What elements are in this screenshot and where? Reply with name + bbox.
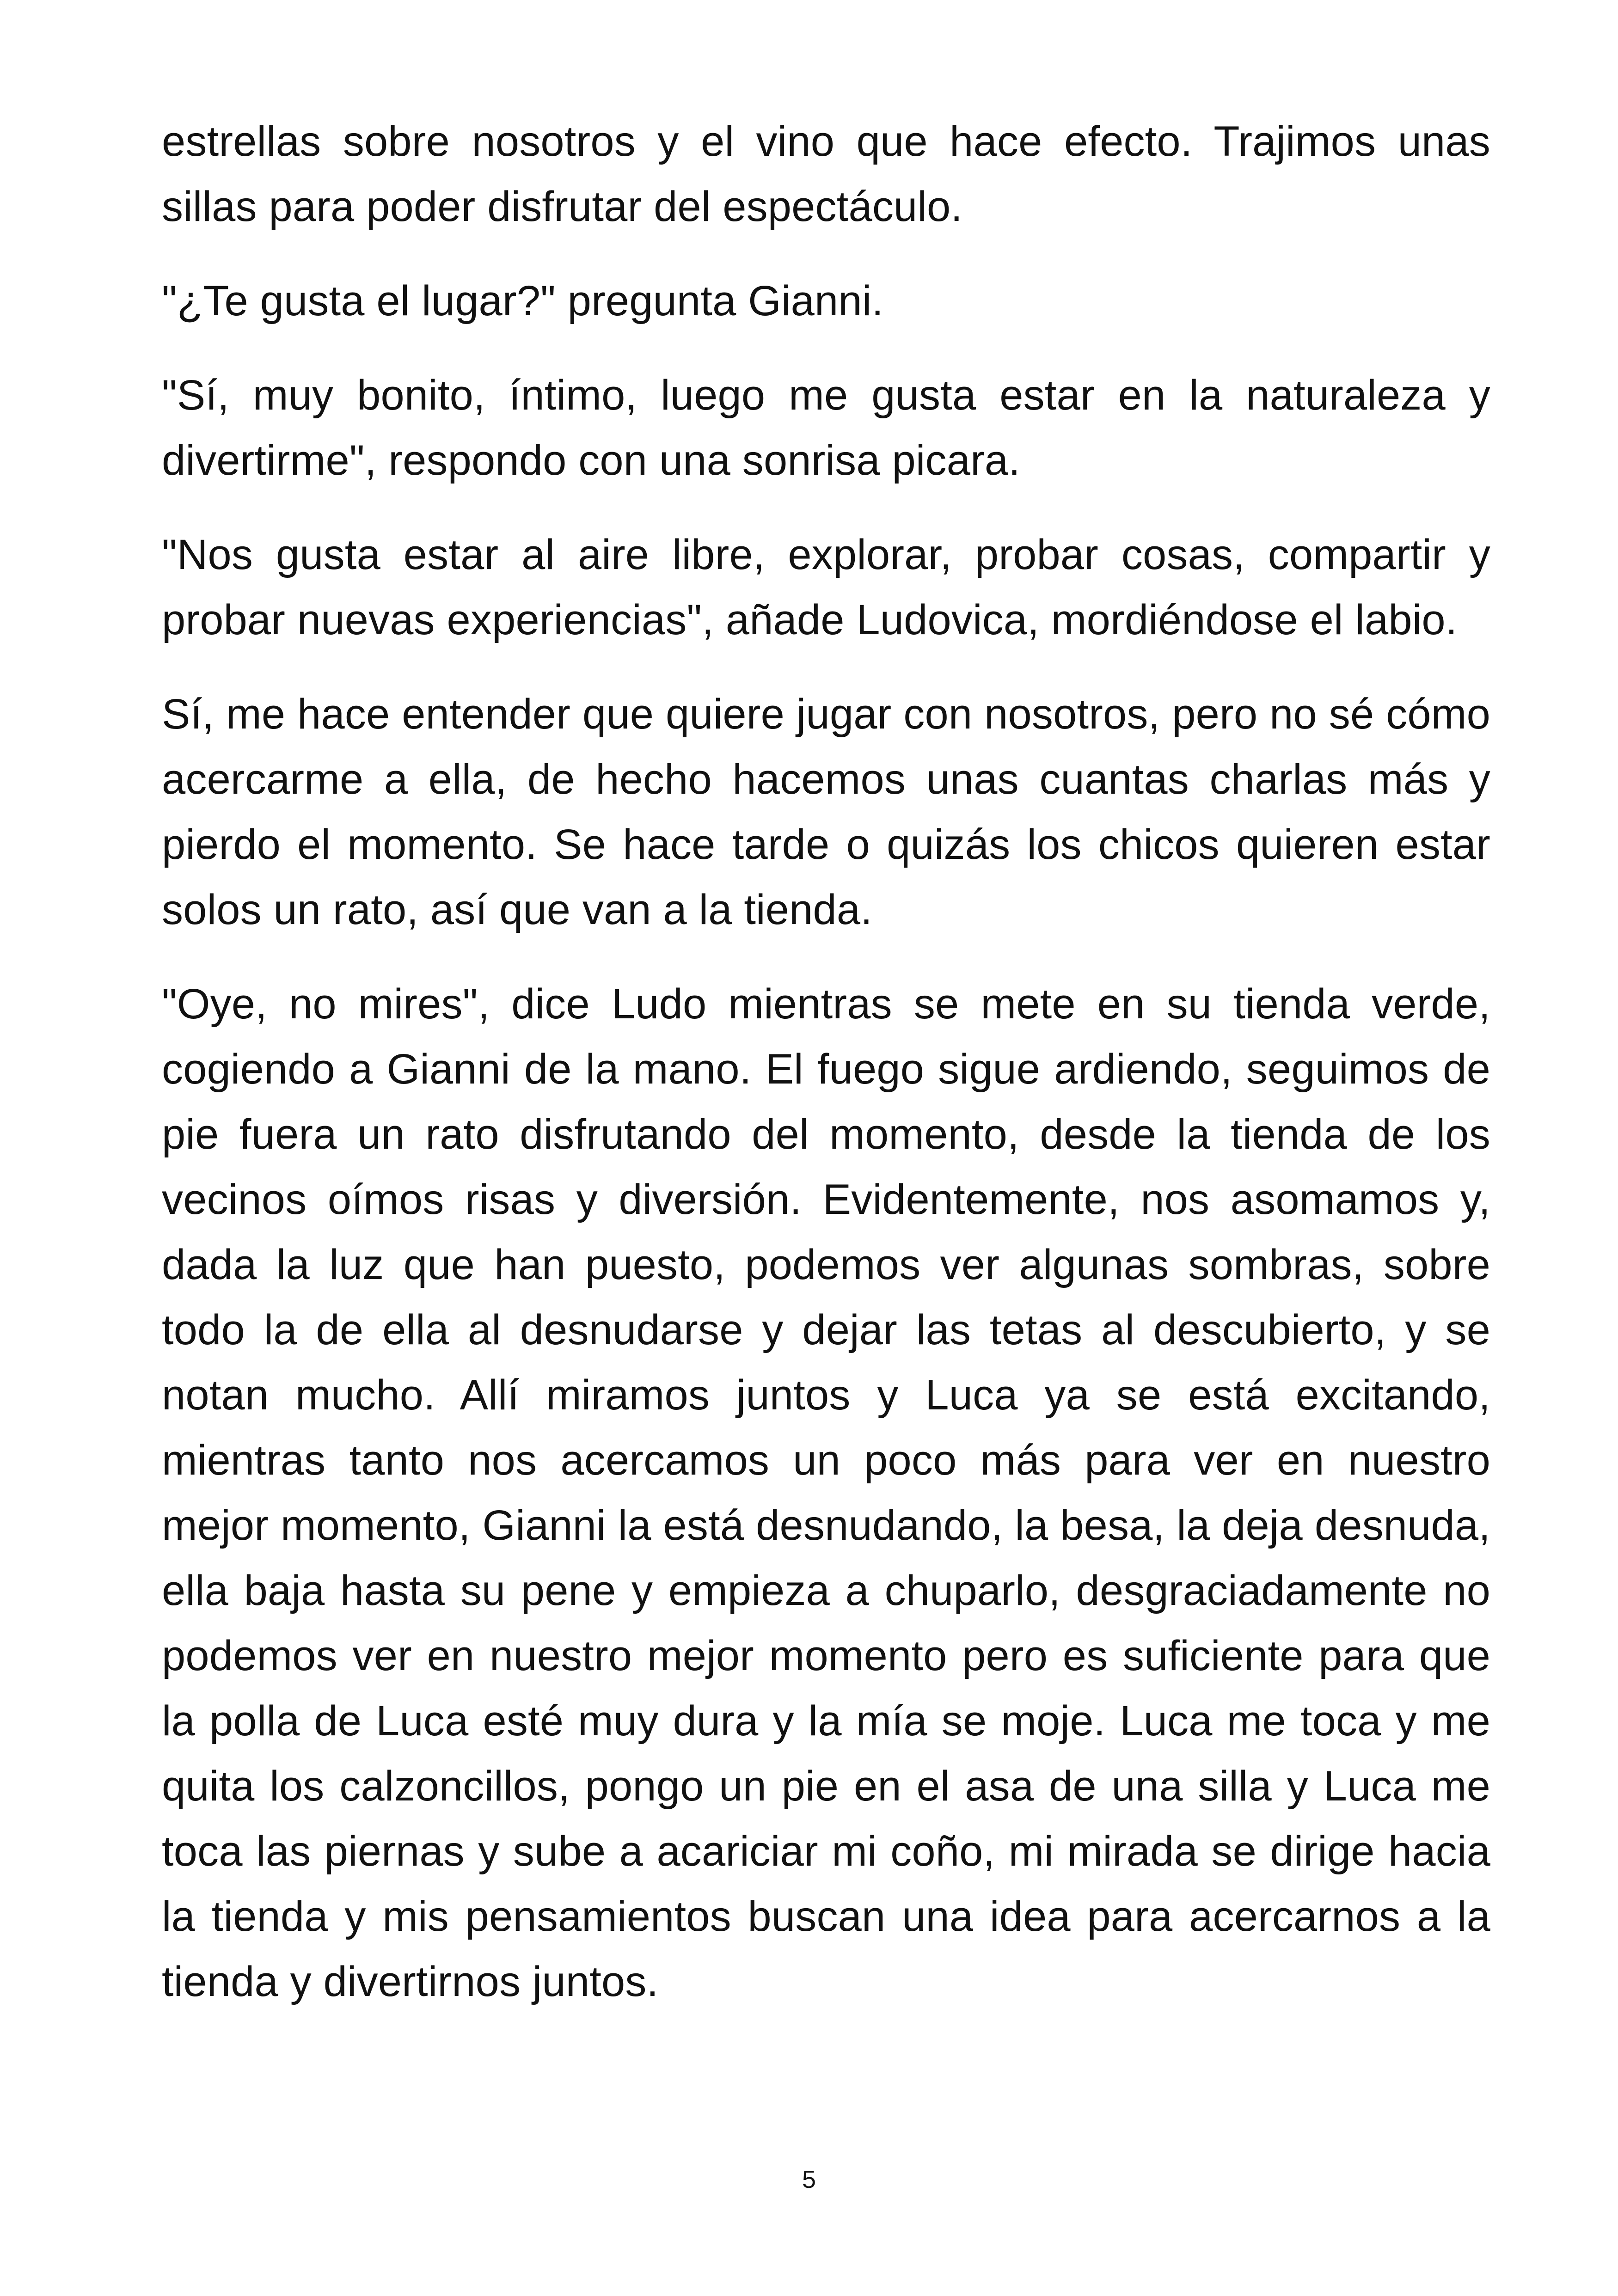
page-number: 5 — [802, 2166, 816, 2193]
paragraph: "¿Te gusta el lugar?" pregunta Gianni. — [162, 277, 884, 325]
body-text — [162, 109, 1490, 2044]
paragraph: "Sí, muy bonito, íntimo, luego me gusta estar en la naturaleza y divertirme", respondo con una sonrisa picara. — [162, 372, 1490, 484]
paragraph: "Oye, no mires", dice Ludo mientras se mete en su tienda verde, cogiendo a Gianni de la mano. El fuego sigue ardiendo, seguimos de pie fuera un rato disfrutando del momento, desde la tienda de los vecinos oímos risas y diversión. Evidentemente, nos asomamos y, dada la luz que han puesto, podemos ver algunas sombras, sobre todo la de ella al desnudarse y dejar las tetas al descubierto, y se notan mucho. Allí miramos juntos y Luca ya se está excitando, mientras tanto nos acercamos un poco más para ver en nuestro mejor momento, Gianni la está desnudando, la besa, la deja desnuda, ella baja hasta su pene y empieza a chuparlo, desgraciadamente no podemos ver en nuestro mejor momento pero es suficiente para que la polla de Luca esté muy dura y la mía se moje. Luca me toca y me quita los calzoncillos, pongo un pie en el asa de una silla y Luca me toca las piernas y sube a acariciar mi coño, mi mirada se dirige hacia la tienda y mis pensamientos buscan una idea para acercarnos a la tienda y divertirnos juntos. — [162, 980, 1490, 2005]
paragraph: "Nos gusta estar al aire libre, explorar, probar cosas, compartir y probar nuevas experiencias", añade Ludovica, mordiéndose el labio. — [162, 531, 1490, 643]
paragraph: estrellas sobre nosotros y el vino que hace efecto. Trajimos unas sillas para poder disfrutar del espectáculo. — [162, 118, 1490, 230]
paragraph: Sí, me hace entender que quiere jugar con nosotros, pero no sé cómo acercarme a ella, de hecho hacemos unas cuantas charlas más y pierdo el momento. Se hace tarde o quizás los chicos quieren estar solos un rato, así que van a la tienda. — [162, 691, 1490, 933]
